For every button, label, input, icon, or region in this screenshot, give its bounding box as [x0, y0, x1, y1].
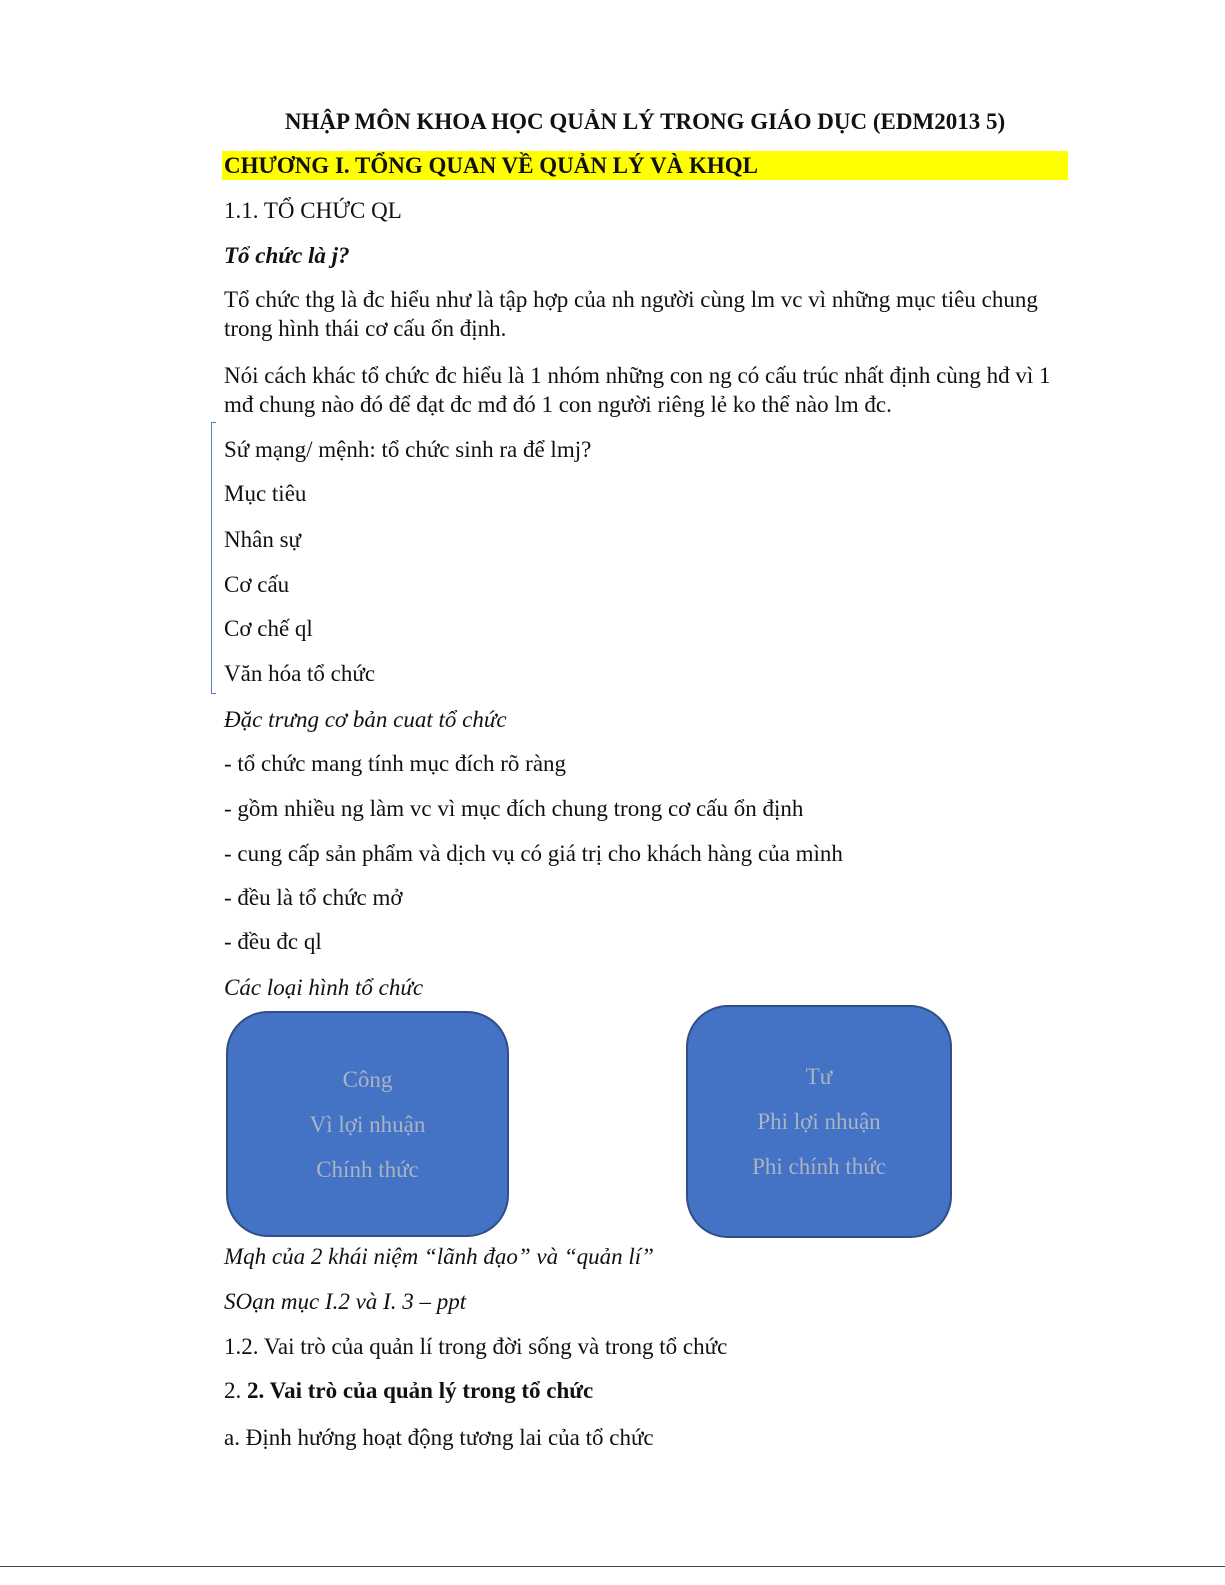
- component-item: Cơ cấu: [224, 572, 290, 597]
- document-title: NHẬP MÔN KHOA HỌC QUẢN LÝ TRONG GIÁO DỤC (EDM2013 5): [284, 109, 1006, 134]
- feature-item: - tổ chức mang tính mục đích rõ ràng: [224, 751, 567, 776]
- question-heading: Tổ chức là j?: [224, 243, 350, 268]
- org-type-box-public: [226, 1011, 509, 1237]
- section-2-prefix: 2.: [224, 1378, 247, 1403]
- paragraph-alternative-definition: Nói cách khác tổ chức đc hiểu là 1 nhóm những con ng có cấu trúc nhất định cùng hđ vì 1 mđ chung nào đó để đạt đc mđ đó 1 con người riêng lẻ ko thể nào lm đc.: [224, 363, 1051, 417]
- component-item: Văn hóa tổ chức: [224, 661, 376, 686]
- box-label: Công: [342, 1066, 393, 1092]
- component-item: Sứ mạng/ mệnh: tổ chức sinh ra để lmj?: [224, 437, 592, 462]
- section-2-title: 2. Vai trò của quản lý trong tổ chức: [247, 1378, 594, 1403]
- features-heading: Đặc trưng cơ bản cuat tổ chức: [224, 707, 507, 732]
- box-label: Phi lợi nhuận: [757, 1109, 881, 1134]
- paragraph-definition: Tổ chức thg là đc hiểu như là tập hợp của nh người cùng lm vc vì những mục tiêu chung trong hình thái cơ cấu ổn định.: [224, 287, 1038, 341]
- prep-note: SOạn mục I.2 và I. 3 – ppt: [224, 1289, 467, 1314]
- types-heading: Các loại hình tổ chức: [224, 975, 424, 1000]
- box-label: Vì lợi nhuận: [309, 1111, 426, 1137]
- box-label: Phi chính thức: [752, 1154, 886, 1179]
- section-heading-1-1: 1.1. TỔ CHỨC QL: [224, 198, 402, 223]
- item-a: a. Định hướng hoạt động tương lai của tổ chức: [224, 1425, 654, 1450]
- section-heading-2: [224, 1376, 593, 1405]
- component-item: Cơ chế ql: [224, 616, 313, 641]
- feature-item: - gồm nhiều ng làm vc vì mục đích chung trong cơ cấu ổn định: [224, 796, 804, 821]
- page-edge-divider: [0, 1566, 1225, 1567]
- component-item: Nhân sự: [224, 527, 301, 552]
- box-label: Tư: [805, 1064, 833, 1089]
- component-item: Mục tiêu: [224, 481, 307, 506]
- feature-item: - đều là tổ chức mở: [224, 885, 403, 910]
- feature-item: - cung cấp sản phẩm và dịch vụ có giá trị cho khách hàng của mình: [224, 841, 843, 866]
- chapter-heading: CHƯƠNG I. TỔNG QUAN VỀ QUẢN LÝ VÀ KHQL: [222, 151, 1068, 180]
- relation-note: Mqh của 2 khái niệm “lãnh đạo” và “quản lí”: [224, 1244, 654, 1269]
- section-heading-1-2: 1.2. Vai trò của quản lí trong đời sống và trong tổ chức: [224, 1334, 728, 1359]
- box-label: Chính thức: [316, 1156, 419, 1182]
- org-type-box-private: [686, 1005, 952, 1238]
- feature-item: - đều đc ql: [224, 929, 322, 954]
- comment-bracket: [211, 422, 216, 694]
